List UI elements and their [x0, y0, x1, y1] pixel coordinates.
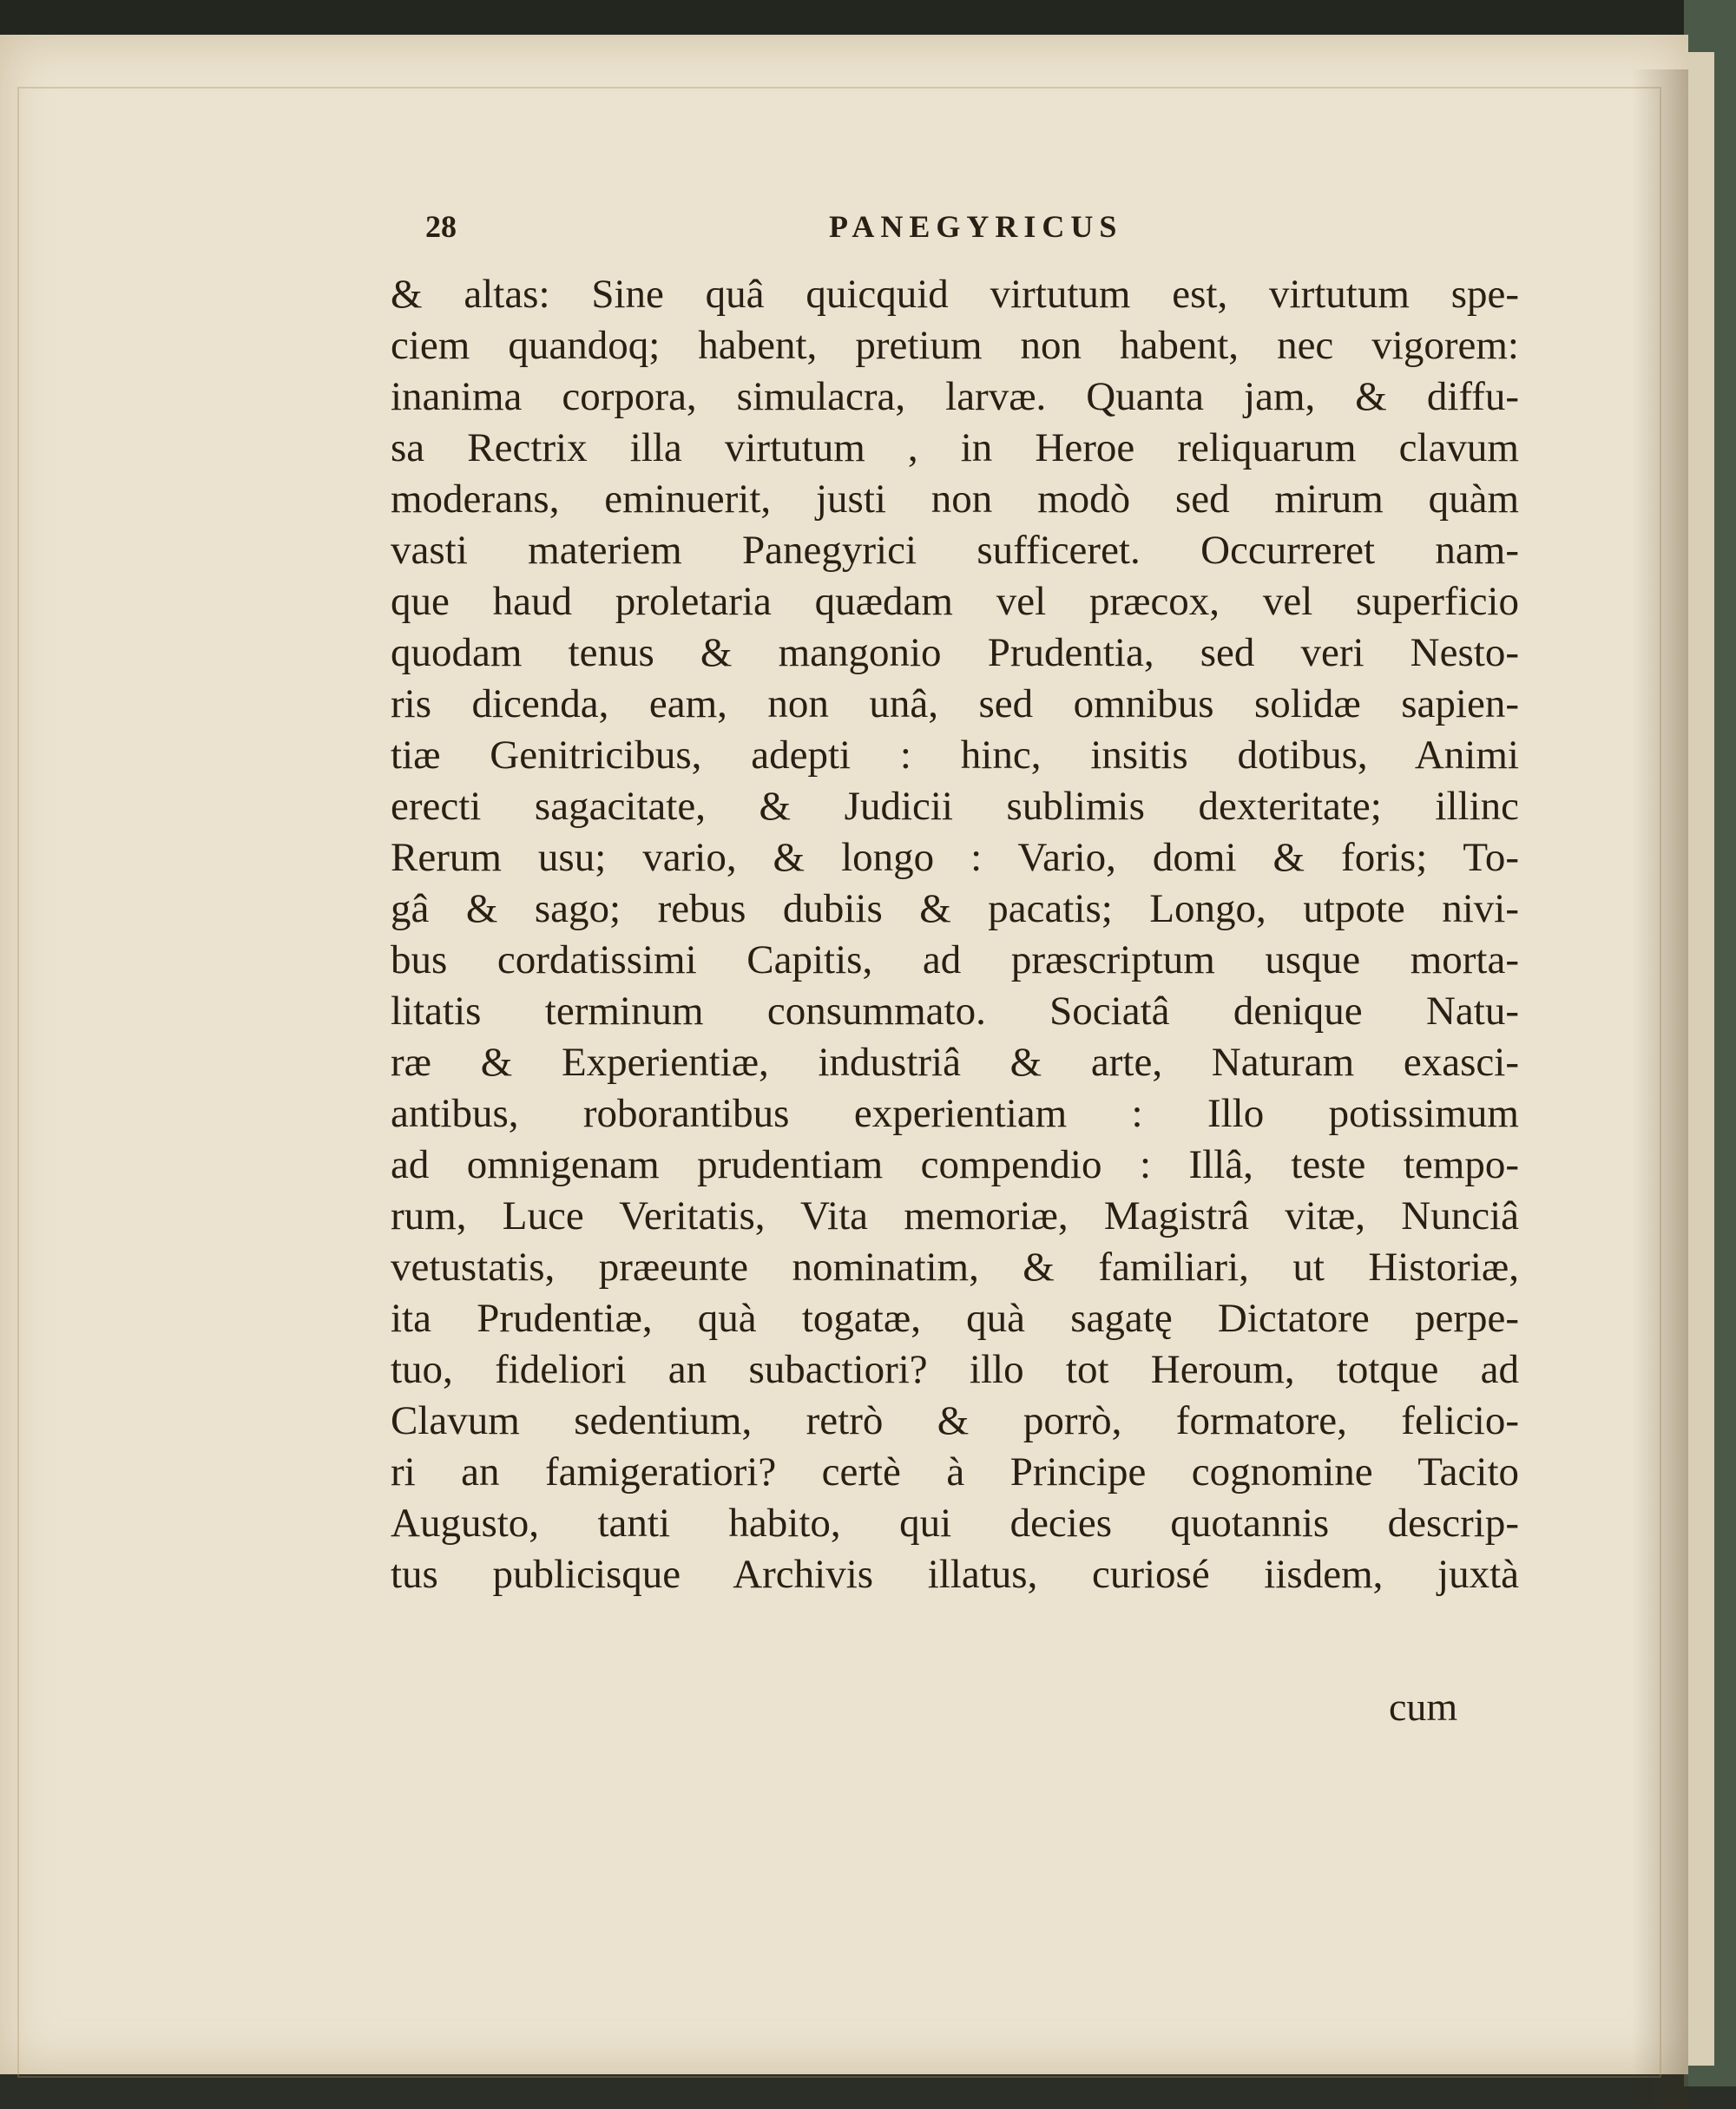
text-line: gâ & sago; rebus dubiis & pacatis; Longo, utpote nivi-	[391, 886, 1519, 931]
text-line: antibus, roborantibus experientiam : Illo potissimum	[391, 1091, 1519, 1136]
text-line: & altas: Sine quâ quicquid virtutum est, virtutum spe-	[391, 272, 1519, 317]
text-line: inanima corpora, simulacra, larvæ. Quanta jam, & diffu-	[391, 374, 1519, 419]
text-line: rum, Luce Veritatis, Vita memoriæ, Magistrâ vitæ, Nunciâ	[391, 1193, 1519, 1238]
text-line: tus publicisque Archivis illatus, curiosé iisdem, juxtà	[391, 1552, 1519, 1597]
text-line: sa Rectrix illa virtutum , in Heroe reliquarum clavum	[391, 425, 1519, 470]
text-line: ita Prudentiæ, quà togatæ, quà sagatę Dictatore perpe-	[391, 1296, 1519, 1341]
text-line: moderans, eminuerit, justi non modò sed mirum quàm	[391, 476, 1519, 522]
text-line: vetustatis, præeunte nominatim, & familiari, ut Historiæ,	[391, 1245, 1519, 1290]
text-line: ciem quandoq; habent, pretium non habent, nec vigorem:	[391, 323, 1519, 368]
catchword: cum	[1389, 1685, 1458, 1729]
page-header	[0, 208, 1688, 260]
text-line: erecti sagacitate, & Judicii sublimis dexteritate; illinc	[391, 784, 1519, 829]
running-head: PANEGYRICUS	[829, 209, 1123, 244]
text-line: Clavum sedentium, retrò & porrò, formatore, felicio-	[391, 1398, 1519, 1443]
text-line: tiæ Genitricibus, adepti : hinc, insitis dotibus, Animi	[391, 733, 1519, 778]
text-line: Augusto, tanti habito, qui decies quotannis descrip-	[391, 1501, 1519, 1546]
spine-shadow	[1632, 69, 1688, 2109]
page-edge	[1688, 52, 1714, 2066]
text-line: ad omnigenam prudentiam compendio : Illâ, teste tempo-	[391, 1142, 1519, 1187]
text-line: ri an famigeratiori? certè à Principe cognomine Tacito	[391, 1449, 1519, 1495]
book-page	[0, 35, 1688, 2074]
text-line: tuo, fideliori an subactiori? illo tot Heroum, totque ad	[391, 1347, 1519, 1392]
text-line: ræ & Experientiæ, industriâ & arte, Naturam exasci-	[391, 1040, 1519, 1085]
text-line: quodam tenus & mangonio Prudentia, sed veri Nesto-	[391, 630, 1519, 675]
text-line: litatis terminum consummato. Sociatâ denique Natu-	[391, 989, 1519, 1034]
text-line: ris dicenda, eam, non unâ, sed omnibus solidæ sapien-	[391, 681, 1519, 726]
text-line: Rerum usu; vario, & longo : Vario, domi & foris; To-	[391, 835, 1519, 880]
page-number: 28	[425, 209, 457, 244]
text-line: que haud proletaria quædam vel præcox, vel superficio	[391, 579, 1519, 624]
text-line: vasti materiem Panegyrici sufficeret. Occurreret nam-	[391, 528, 1519, 573]
body-text	[391, 269, 1519, 1600]
text-line: bus cordatissimi Capitis, ad præscriptum usque morta-	[391, 937, 1519, 982]
